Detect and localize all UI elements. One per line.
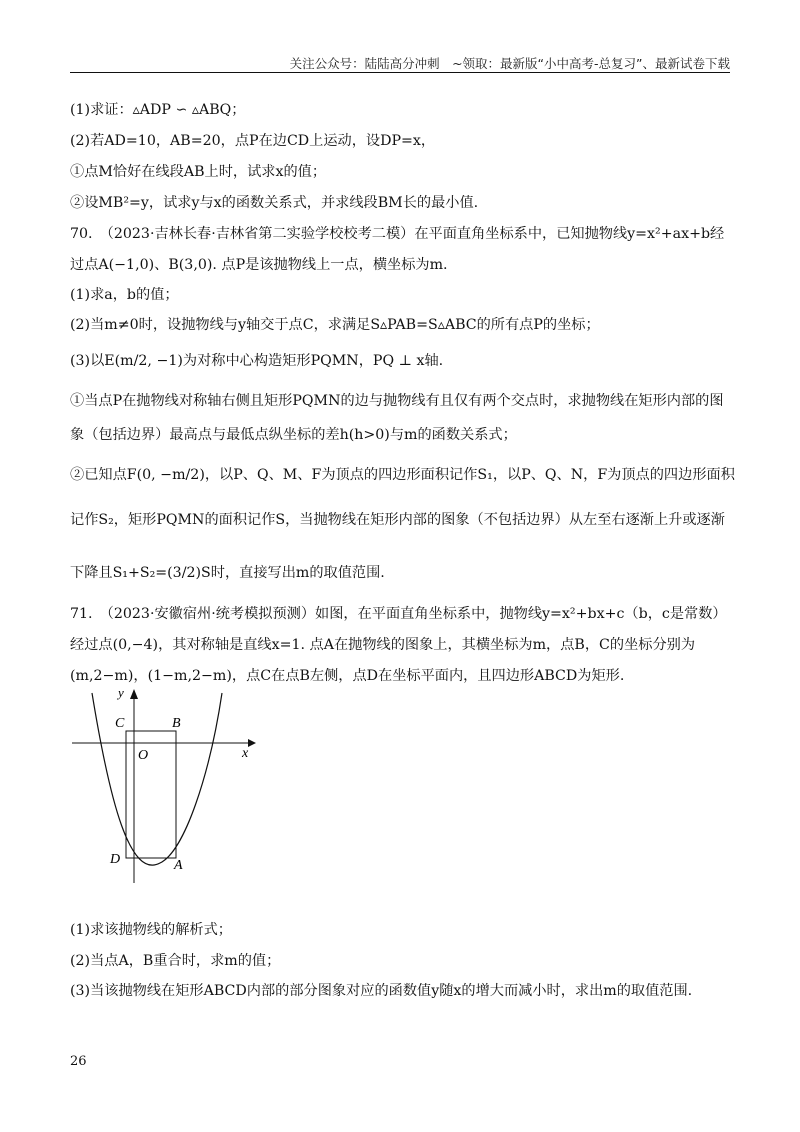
text-line: 记作S₂，矩形PQMN的面积记作S，当抛物线在矩形内部的图象（不包括边界）从左至右逐渐上升或逐渐 [70,512,725,528]
text-line: ①当点P在抛物线对称轴右侧且矩形PQMN的边与抛物线有且仅有两个交点时，求抛物线在矩形内部的图 [70,393,724,409]
label-x: x [242,746,249,761]
label-y: y [118,685,124,700]
text-line: ②已知点F(0, −m/2)，以P、Q、M、F为顶点的四边形面积记作S₁，以P、Q、N，F为顶点的四边形面积 [70,467,735,483]
y-axis-arrow [130,689,138,699]
problem-71-heading: 71. （2023·安徽宿州·统考模拟预测）如图，在平面直角坐标系中，抛物线y=x²+bx+c（b，c是常数） [70,606,727,622]
text-line: (2)若AD=10，AB=20，点P在边CD上运动，设DP=x， [70,133,436,149]
parabola-curve [92,693,222,865]
parabola-rectangle-figure [70,683,270,883]
text-line: (1)求证：▵ADP ∽ ▵ABQ； [70,102,246,118]
text-line: ②设MB²=y，试求y与x的函数关系式，并求线段BM长的最小值. [70,195,479,211]
label-origin: O [138,748,149,763]
label-b: B [172,716,181,731]
page-number: 26 [70,1054,87,1069]
text-line: 经过点(0,−4)，其对称轴是直线x=1. 点A在抛物线的图象上，其横坐标为m，点B，C的坐标分别为 [70,637,696,653]
text-line: (2)当点A，B重合时，求m的值； [70,953,281,969]
text-line: ①点M恰好在线段AB上时，试求x的值； [70,164,327,180]
text-line: (3)当该抛物线在矩形ABCD内部的部分图象对应的函数值y随x的增大而减小时，求出m的取值范围. [70,983,693,999]
text-line: 下降且S₁+S₂=(3/2)S时，直接写出m的取值范围. [70,565,385,581]
text-line: 象（包括边界）最高点与最低点纵坐标的差h(h>0)与m的函数关系式； [70,427,517,443]
header-rule [70,72,730,73]
text-line: (2)当m≠0时，设抛物线与y轴交于点C，求满足S▵PAB=S▵ABC的所有点P的坐标； [70,317,600,333]
text-line: (3)以E(m/2, −1)为对称中心构造矩形PQMN，PQ ⊥ x轴. [70,353,444,369]
text-line: 过点A(−1,0)、B(3,0). 点P是该抛物线上一点，横坐标为m. [70,257,448,273]
x-axis-arrow [248,739,256,747]
label-d: D [110,852,121,867]
text-line: (1)求该抛物线的解析式； [70,922,232,938]
problem-70-heading: 70. （2023·吉林长春·吉林省第二实验学校校考二模）在平面直角坐标系中，已知抛物线y=x²+ax+b经 [70,226,725,242]
text-line: (m,2−m)，(1−m,2−m)，点C在点B左侧，点D在坐标平面内，且四边形ABCD为矩形. [70,668,625,684]
page-header: 关注公众号：陆陆高分冲刺 ~领取：最新版“小中高考-总复习”、最新试卷下载 [289,56,730,71]
text-line: (1)求a，b的值； [70,287,179,303]
label-a: A [174,858,183,873]
label-c: C [115,716,125,731]
